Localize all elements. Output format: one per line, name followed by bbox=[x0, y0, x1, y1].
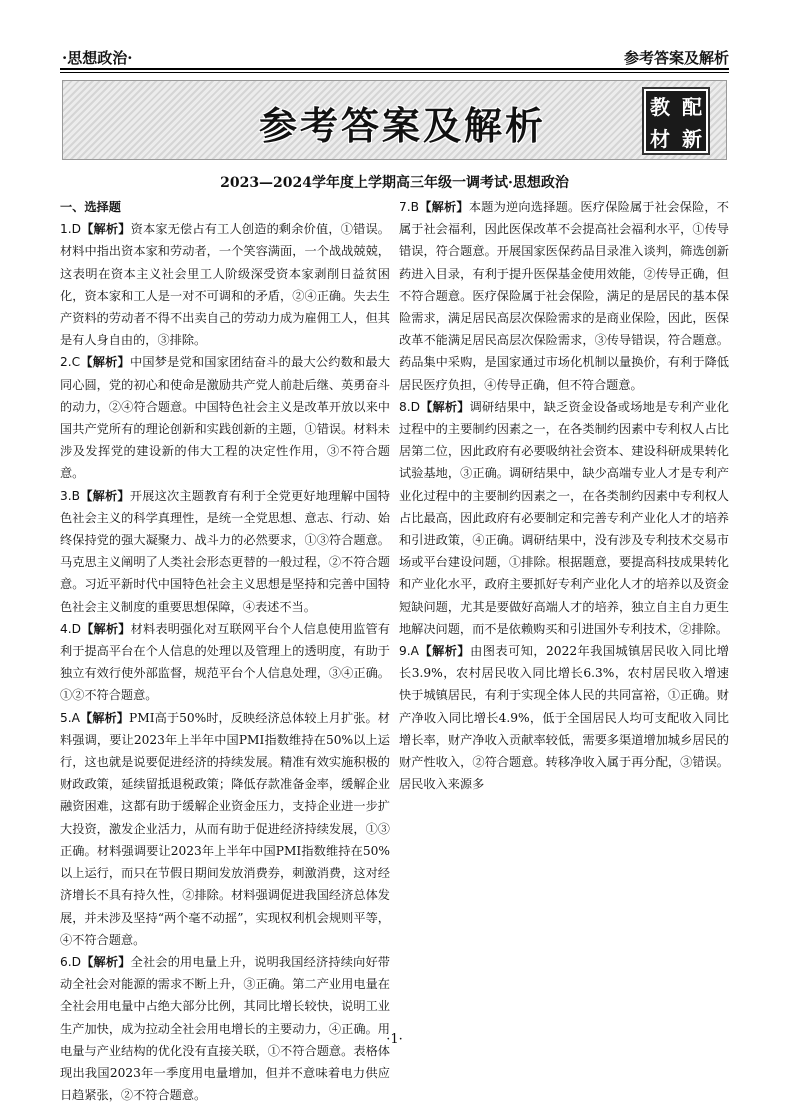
question-answer: 4.D bbox=[60, 621, 82, 636]
answer-item bbox=[60, 618, 390, 707]
stamp-char: 配 bbox=[682, 94, 702, 119]
section-heading: 一、选择题 bbox=[60, 200, 121, 214]
answer-item bbox=[399, 396, 729, 640]
analysis-tag: 【解析】 bbox=[81, 222, 131, 237]
analysis-tag: 【解析】 bbox=[80, 355, 130, 370]
analysis-tag: 【解析】 bbox=[418, 644, 471, 659]
stamp-char: 教 bbox=[650, 94, 670, 119]
question-answer: 3.B bbox=[60, 488, 80, 503]
analysis-text: 全社会的用电量上升，说明我国经济持续向好带动全社会对能源的需求不断上升，③正确。第二产业用电量在全社会用电量中占绝大部分比例，其同比增长较快，说明工业生产加快，成为拉动全社会用电增长的主要动力，④正确。用电量与产业结构的优化没有直接关联，①不符合题意。表格体现出我国2023年一季度用电量增加，但并不意味着电力供应日趋紧张，②不符合题意。 bbox=[60, 954, 390, 1103]
answer-item bbox=[60, 707, 390, 951]
question-answer: 1.D bbox=[60, 222, 82, 237]
analysis-text: 中国梦是党和国家团结奋斗的最大公约数和最大同心圆，党的初心和使命是激励共产党人前赴后继、英勇奋斗的动力，②④符合题意。中国特色社会主义是改革开放以来中国共产党所有的理论创新和实践创新的主题，①错误。材料未涉及发挥党的建设新的伟大工程的决定性作用，③不符合题意。 bbox=[60, 355, 391, 481]
answer-columns bbox=[60, 196, 729, 1103]
analysis-text: 本题为逆向选择题。医疗保险属于社会保险，不属于社会福利，因此医保改革不会提高社会福利水平，①传导错误，符合题意。开展国家医保药品目录准入谈判，筛选创新药进入目录，有利于提升医保基金使用效能，②传导正确，但不符合题意。医疗保险属于社会保险，满足的是居民的基本保险需求，满足居民高层次保险需求的是商业保险，因此，医保改革不能满足居民高层次保险需求，③传导错误，符合题意。药品集中采购，是国家通过市场化机制以量换价，有利于降低居民医疗负担，④传导正确，但不符合题意。 bbox=[399, 200, 729, 392]
stamp-char: 材 bbox=[650, 126, 670, 151]
analysis-text: PMI高于50%时，反映经济总体较上月扩张。材料强调，要让2023年上半年中国PMI指数维持在50%以上运行，这也就是说要促进经济的持续发展。精准有效实施积极的财政政策，延续留抵退税政策；降低存款准备金率，缓解企业融资困难，这都有助于缓解企业资金压力，支持企业进一步扩大投资，激发企业活力，从而有助于促进经济持续发展，①③正确。材料强调要让2023年上半年中国PMI指数维持在50%以上运行，而只在节假日期间发放消费券，刺激消费，这对经济增长不具有持久性，②排除。材料强调促进我国经济总体发展，并未涉及坚持“两个毫不动摇”，实现权利机会规则平等，④不符合题意。 bbox=[60, 710, 390, 947]
analysis-text: 开展这次主题教育有利于全党更好地理解中国特色社会主义的科学真理性，是统一全党思想、意志、行动、始终保持党的强大凝聚力、战斗力的必然要求，①③符合题意。马克思主义阐明了人类社会形态更替的一般过程，②不符合题意。习近平新时代中国特色社会主义思想是坚持和完善中国特色社会主义制度的重要思想保障，④表述不当。 bbox=[60, 488, 390, 614]
banner-title: 参考答案及解析 bbox=[259, 104, 547, 148]
question-answer: 8.D bbox=[399, 399, 421, 414]
analysis-tag: 【解析】 bbox=[80, 488, 130, 503]
textbook-stamp-logo bbox=[642, 87, 710, 155]
analysis-tag: 【解析】 bbox=[419, 200, 469, 214]
right-column bbox=[399, 196, 729, 1029]
analysis-tag: 【解析】 bbox=[81, 954, 131, 969]
question-answer: 2.C bbox=[60, 355, 81, 370]
exam-title: 2023—2024学年度上学期高三年级一调考试·思想政治 bbox=[220, 175, 569, 191]
answer-item bbox=[399, 640, 729, 795]
answer-item bbox=[399, 196, 729, 396]
left-column bbox=[60, 196, 391, 1103]
header-rule-thin bbox=[60, 72, 729, 73]
answer-item bbox=[60, 218, 390, 351]
analysis-tag: 【解析】 bbox=[79, 710, 130, 725]
analysis-text: 调研结果中，缺乏资金设备或场地是专利产业化过程中的主要制约因素之一，在各类制约因素中专利权人占比居第二位，因此政府有必要吸纳社会资本、建设科研成果转化试验基地，③正确。调研结果中，缺少高端专业人才是专利产业化过程中的主要制约因素之一，在各类制约因素中专利权人占比最高，因此政府有必要制定和完善专利产业化人才的培养和引进政策，④正确。调研结果中，没有涉及专利技术交易市场或平台建设问题，①排除。根据题意，要提高科技成果转化和产业化水平，政府主要抓好专利产业化人才的培养以及资金短缺问题，尤其是要做好高端人才的培养，独立自主自力更生地解决问题，而不是依赖购买和引进国外专利技术，②排除。 bbox=[399, 399, 729, 636]
analysis-tag: 【解析】 bbox=[81, 621, 131, 636]
analysis-tag: 【解析】 bbox=[420, 399, 470, 414]
question-answer: 5.A bbox=[60, 710, 80, 725]
stamp-char: 新 bbox=[682, 126, 702, 151]
question-answer: 7.B bbox=[399, 200, 419, 214]
page-number: ·1· bbox=[386, 1032, 403, 1047]
header-section-label: 参考答案及解析 bbox=[623, 49, 729, 67]
question-answer: 6.D bbox=[60, 954, 82, 969]
analysis-text: 由图表可知，2022年我国城镇居民收入同比增长3.9%，农村居民收入同比增长6.3%，农村居民收入增速快于城镇居民，有利于实现全体人民的共同富裕，①正确。财产净收入同比增长4.9%，低于全国居民人均可支配收入同比增长率，财产净收入贡献率较低，需要多渠道增加城乡居民的财产性收入，②符合题意。转移净收入属于再分配，③错误。居民收入来源多 bbox=[399, 644, 729, 792]
title-banner bbox=[62, 80, 727, 160]
answer-item bbox=[60, 485, 390, 618]
subject-label: ·思想政治· bbox=[62, 49, 133, 67]
analysis-text: 材料表明强化对互联网平台个人信息使用监管有利于提高平台在个人信息的处理以及管理上的透明度，有助于独立有效行使外部监督，规范平台个人信息处理，③④正确。①②不符合题意。 bbox=[60, 621, 390, 703]
header-rule bbox=[60, 68, 729, 70]
question-answer: 9.A bbox=[399, 644, 419, 659]
answer-item bbox=[60, 351, 390, 484]
answer-item bbox=[60, 951, 390, 1106]
analysis-text: 资本家无偿占有工人创造的剩余价值，①错误。材料中指出资本家和劳动者，一个笑容满面，一个战战兢兢，这表明在资本主义社会里工人阶级深受资本家剥削日益贫困化，资本家和工人是一对不可调和的矛盾，②④正确。失去生产资料的劳动者不得不出卖自己的劳动力成为雇佣工人，但其是有人身自由的，③排除。 bbox=[60, 222, 390, 348]
running-header bbox=[60, 44, 729, 68]
